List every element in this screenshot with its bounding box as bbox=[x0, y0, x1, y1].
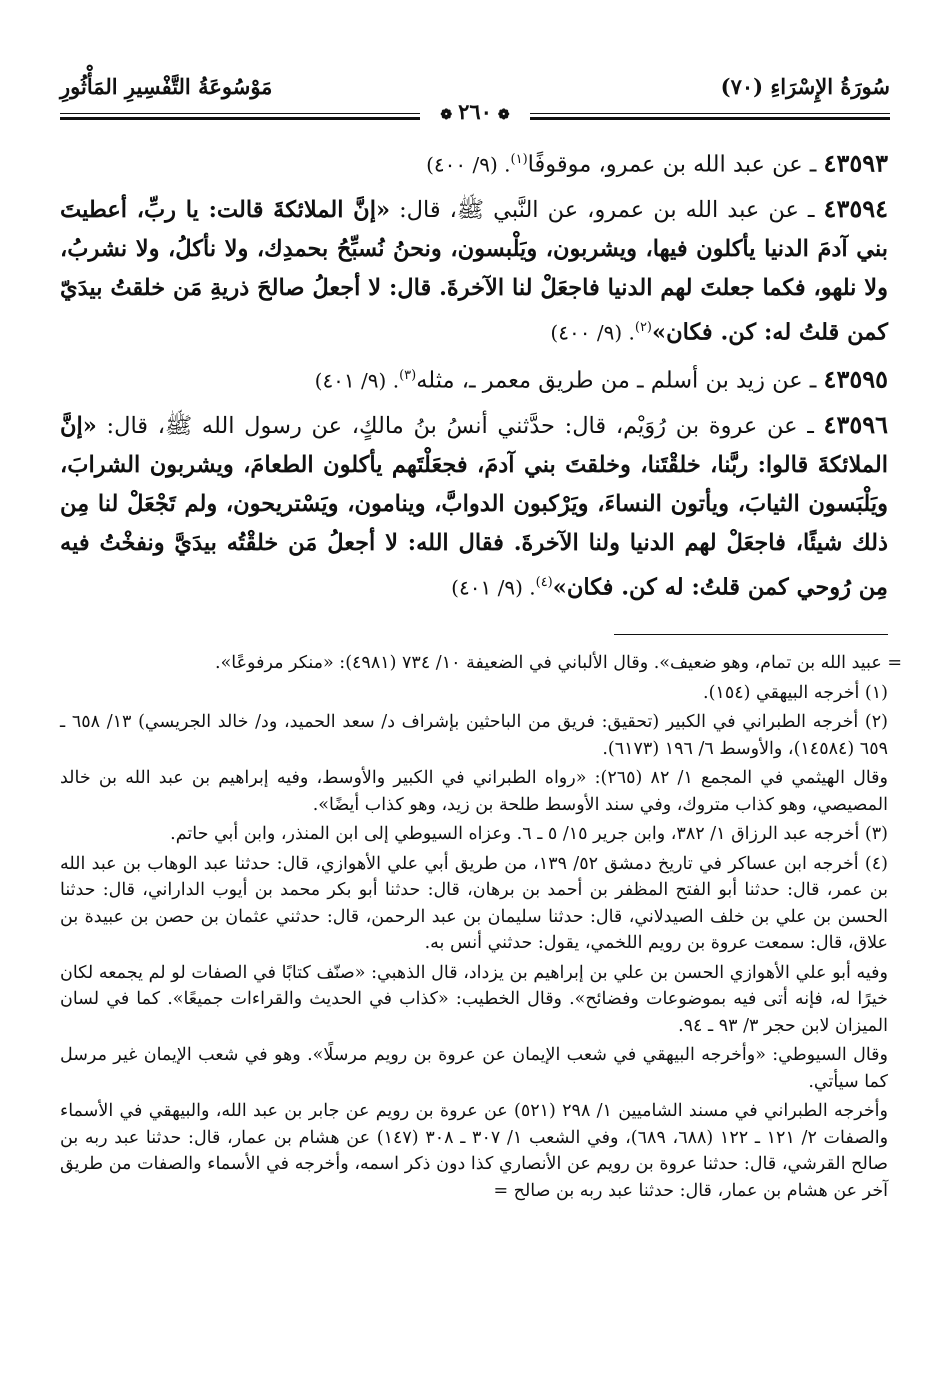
entry-intro: ـ عن عبد الله بن عمرو، عن النَّبي ﷺ، قال: bbox=[390, 196, 824, 223]
footnote-marker[interactable]: (٣) bbox=[399, 368, 417, 383]
footnote-separator bbox=[614, 634, 888, 635]
hadith-entry bbox=[60, 189, 888, 353]
footnote: (٤) أخرجه ابن عساكر في تاريخ دمشق ٥٢/ ١٣٩، من طريق أبي علي الأهوازي، قال: حدثنا عبد الوهاب بن عبد الله بن عمر، قال: حدثنا أبو الفتح المظفر بن أحمد بن برهان، قال: حدثنا أبو بكر محمد بن أيوب الداراني، قال: حدثنا الحسن بن علي بن خلف الصيدلاني، قال: حدثنا سليمان بن عبد الرحمن، قال: حدثني عثمان بن حصن بن عبيدة بن علاق، قال: سمعت عروة بن رويم اللخمي، يقول: حدثني أنس به. bbox=[60, 853, 888, 953]
volume-reference: . (٩/ ٤٠٠) bbox=[426, 152, 511, 177]
entry-intro: ـ عن عروة بن رُوَيْم، قال: حدَّثني أنسُ بنُ مالكٍ، عن رسول الله ﷺ، قال: bbox=[96, 412, 824, 439]
hadith-entry bbox=[60, 356, 888, 401]
footnote: (٢) أخرجه الطبراني في الكبير (تحقيق: فريق من الباحثين بإشراف د/ سعد الحميد، ود/ خالد الجريسي) ١٣/ ٦٥٨ ـ ٦٥٩ (١٤٥٨٤)، والأوسط ٦/ ١٩٦ (٦١٧٣). bbox=[60, 712, 888, 759]
footnote-continuation: = عبيد الله بن تمام، وهو ضعيف». وقال الألباني في الضعيفة ١٠/ ٧٣٤ (٤٩٨١): «منكر مرفوعًا». bbox=[215, 653, 902, 673]
entry-text: ـ عن عبد الله بن عمرو، موقوفًا bbox=[527, 151, 824, 178]
page-number-box bbox=[420, 99, 529, 124]
hadith-quote: «إنَّ الملائكةَ قالوا: ربَّنا، خلقْتَنا، وخلقتَ بني آدمَ، فجعَلْتَهم يأكلون الطعامَ، ويشربون الشرابَ، ويَلْبَسون الثيابَ، ويأتون النساءَ، ويَرْكبون الدوابَّ، وينامون، ويَسْتريحون، ولم تَجْعَلْ لنا مِن ذلك شيئًا، فاجعَلْ لهم الدنيا ولنا الآخرةَ. فقال الله: لا أجعلُ مَن خلقْتُه بيدَيَّ ونفخْتُ فيه مِن رُوحي كمن قلتُ: له كن. فكان» bbox=[60, 412, 888, 600]
series-title: مَوْسُوعَةُ التَّفْسِيرِ المَأْثُورِ bbox=[60, 74, 273, 99]
footnote: وقال الهيثمي في المجمع ١/ ٨٢ (٢٦٥): «رواه الطبراني في الكبير والأوسط، وفيه إبراهيم بن عبد الله بن خالد المصيصي، وهو كذاب متروك، وفي سند الأوسط طلحة بن زيد، وهو كذاب أيضًا». bbox=[60, 768, 888, 815]
hadith-entry bbox=[60, 405, 888, 608]
footnote: وفيه أبو علي الأهوازي الحسن بن علي بن إبراهيم بن يزداد، قال الذهبي: «صنّف كتابًا في الصفات لو لم يجمعه لكان خيرًا له، فإنه أتى فيه بموضوعات وفضائح». وقال الخطيب: «كذاب في الحديث والقراءات جميعًا». كما في لسان الميزان لابن حجر ٣/ ٩٣ ـ ٩٤. bbox=[60, 962, 888, 1036]
footnotes bbox=[60, 650, 902, 1207]
volume-reference: . (٩/ ٤٠١) bbox=[451, 575, 536, 599]
entry-number: ٤٣٥٩٥ bbox=[823, 364, 888, 394]
volume-reference: . (٩/ ٤٠٠) bbox=[550, 320, 635, 344]
page-number: ٢٦٠ bbox=[458, 99, 492, 124]
entry-text: ـ عن زيد بن أسلم ـ من طريق معمر ـ، مثله bbox=[416, 367, 824, 394]
hadith-quote: «إنَّ الملائكةَ قالت: يا ربِّ، أعطيتَ بني آدمَ الدنيا يأكلون فيها، ويشربون، ويَلْبسون، ونحنُ نُسبِّحُ بحمدِك، ولا نأكلُ، ولا نشربُ، ولا نلهو، فكما جعلتَ لهم الدنيا فاجعَلْ لنا الآخرةَ. قال: لا أجعلُ صالحَ ذريةِ مَن خلقتُ بيدَيّ كمن قلتُ له: كن. فكان» bbox=[60, 196, 888, 345]
hadith-entry bbox=[60, 140, 888, 185]
footnote: (١) أخرجه البيهقي (١٥٤). bbox=[703, 682, 888, 703]
entry-number: ٤٣٥٩٤ bbox=[823, 193, 888, 223]
main-text bbox=[60, 140, 888, 611]
volume-reference: . (٩/ ٤٠١) bbox=[314, 368, 400, 393]
entry-number: ٤٣٥٩٣ bbox=[823, 148, 888, 178]
footnote: (٣) أخرجه عبد الرزاق ١/ ٣٨٢، وابن جرير ١٥/ ٥ ـ ٦. وعزاه السيوطي إلى ابن المنذر، وابن أبي حاتم. bbox=[170, 824, 888, 844]
footnote: وقال السيوطي: «وأخرجه البيهقي في شعب الإيمان عن عروة بن رويم مرسلًا». وهو في شعب الإيمان غير مرسل كما سيأتي. bbox=[60, 1045, 888, 1092]
footnote: وأخرجه الطبراني في مسند الشاميين ١/ ٢٩٨ (٥٢١) عن عروة بن رويم عن جابر بن عبد الله، والبيهقي في الأسماء والصفات ٢/ ١٢١ ـ ١٢٢ (٦٨٨، ٦٨٩)، وفي الشعب ١/ ٣٠٧ ـ ٣٠٨ (١٤٧) عن هشام بن عمار، قال: حدثنا عبد ربه بن صالح القرشي، قال: حدثنا عروة بن رويم عن الأنصاري كذا دون ذكر اسمه، وأخرجه في الأسماء والصفات من طريق آخر عن هشام بن عمار، قال: حدثنا عبد ربه بن صالح = bbox=[60, 1101, 889, 1201]
ornament-icon: ❁ bbox=[440, 107, 453, 123]
ornament-icon: ❁ bbox=[497, 107, 510, 123]
footnote-marker[interactable]: (٤) bbox=[535, 574, 553, 590]
page-number-row bbox=[0, 99, 950, 124]
entry-number: ٤٣٥٩٦ bbox=[823, 409, 888, 439]
footnote-marker[interactable]: (١) bbox=[510, 152, 528, 167]
surah-title: سُورَةُ الإِسْرَاءِ (٧٠) bbox=[720, 74, 890, 99]
footnote-marker[interactable]: (٢) bbox=[634, 319, 652, 335]
